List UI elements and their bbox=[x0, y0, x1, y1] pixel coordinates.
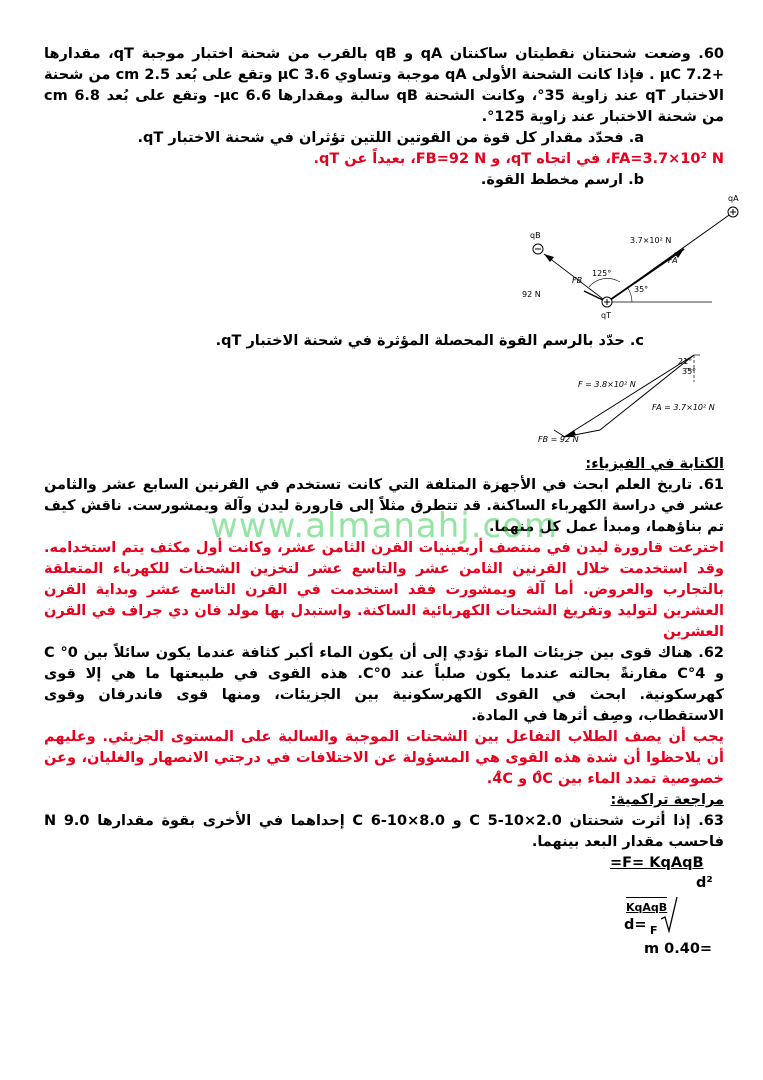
question-61-text: 61. تاريخ العلم ابحث في الأجهزة المتلفة التي كانت تستخدم في القرنين السابع عشر والثامن عشر في دراسة الكهرباء الساكنة. قد تتطرق مثلاً إلى قارورة ليدن وآلة ويمشورست. ناقش كيف تم بناؤهما، ومبدأ عمل كل منهما. bbox=[44, 477, 724, 535]
q60-answer-a: FA=3.7×10² N، في اتجاه qT، و FB=92 N، بعيداً عن qT. bbox=[313, 151, 724, 167]
q63-solution bbox=[44, 853, 724, 957]
question-63-text: 63. إذا أثرت شحنتان 2.0×10-5 C و 8.0×10-6 C إحداهما في الأخرى بقوة مقدارها 9.0 N فاحسب مقدار البعد بينهما. bbox=[44, 813, 724, 850]
angle-125-label: 125° bbox=[592, 269, 612, 278]
resultant-f-label: F = 3.8×10² N bbox=[578, 380, 636, 389]
part-c-text: حدّد بالرسم القوة المحصلة المؤثرة في شحنة الاختبار qT. bbox=[215, 333, 625, 349]
qB-charge-icon bbox=[533, 244, 543, 254]
square-root-icon bbox=[659, 895, 679, 935]
distance-numerator: KqAqB bbox=[626, 897, 667, 918]
document-page bbox=[44, 44, 739, 957]
qA-label: qA bbox=[728, 194, 739, 203]
answer-62-text: يجب أن يصف الطلاب التفاعل بين الشحنات الموجبة والسالبة على المستوى الجزيئي. وعليهم أن يلاحظوا أن شدة هذه القوى هي المسؤولة عن الاختلافات في درجتي الانصهار والغليان، وعن خصوصية تمدد الماء بين 0̊C و 4̊C. bbox=[44, 729, 724, 787]
part-b-label: b. bbox=[628, 172, 644, 188]
coulomb-equation-text: =F= KqAqB bbox=[610, 855, 704, 871]
writing-section-heading: الكتابة في الفيزياء: bbox=[585, 456, 724, 472]
qA-charge-icon bbox=[728, 207, 738, 217]
q60-part-b bbox=[44, 170, 724, 191]
q60-line3: الاختبار qT عند زاوية 35°، وكانت الشحنة qB سالبة ومقدارها 6.6 μc- وتقع على بُعد 6.8 cm من bbox=[44, 88, 724, 125]
fa-value-label: 3.7×10² N bbox=[630, 236, 672, 245]
q60-part-c bbox=[44, 331, 724, 352]
q60-line2: μC . فإذا كانت الشحنة الأولى qA موجبة وتساوي 3.6 μC وتقع على بُعد 2.5 cm من شحنة bbox=[44, 67, 682, 83]
answer-61-text: اخترعت قارورة ليدن في منتصف أربعينيات القرن الثامن عشر، وكانت أول مكثف يتم استخدامه. وقد استخدمت خلال القرنين الثامن عشر والتاسع عشر لتخزين الشحنات للكهرباء المتعلقة بالتجارب والعروض. أما آلة ويمشورت فقد استخدمت في القرن التاسع عشر وبداية القرن العشرين لتوليد وتفريغ الشحنات الكهربائية الساكنة. واستبدل بها مولد فان دي جراف في القرن العشرين bbox=[44, 540, 724, 640]
fb-value-label: 92 N bbox=[522, 290, 541, 299]
force-diagram bbox=[44, 191, 739, 331]
fa-label: FA bbox=[668, 256, 678, 265]
qT-label: qT bbox=[601, 311, 611, 320]
part-b-text: ارسم مخطط القوة. bbox=[480, 172, 624, 188]
angle-35-label: 35° bbox=[634, 285, 649, 294]
angle-21-label: 21° bbox=[678, 357, 693, 366]
review-section-heading: مراجعة تراكمية: bbox=[610, 792, 724, 808]
q60-part-a bbox=[44, 128, 724, 149]
distance-force: F bbox=[650, 924, 658, 937]
q60-line4: شحنة الاختبار عند زاوية 125°. bbox=[481, 109, 697, 125]
part-a-label: a. bbox=[628, 130, 644, 146]
question-62-text: 62. هناك قوى بين جزيئات الماء تؤدي إلى أن يكون الماء أكبر كثافة عندما يكون سائلاً بين 0° C و 4°C مقارنةً بحالته عندما يكون صلباً عند 0°C. هذه القوى في طبيعتها ما هي إلا قوى كهرسكونية. ابحث في القوى الكهرسكونية بين الجزيئات، ومنها قوى فاندرفان وقوى الاستقطاب، وصِف أثرها في المادة. bbox=[44, 645, 724, 724]
q60-line1: 60. وضعت شحنتان نقطيتان ساكنتان qA و qB بالقرب من شحنة اختبار موجبة qT، مقدارها +7.2 bbox=[44, 46, 724, 83]
qB-label: qB bbox=[530, 231, 541, 240]
fa-label-2: FA = 3.7×10² N bbox=[652, 403, 715, 412]
fb-label: FB bbox=[572, 276, 583, 285]
distance-lhs: d= bbox=[624, 917, 647, 933]
distance-result: m 0.40= bbox=[644, 941, 713, 957]
watermark: www.almanahj.com bbox=[210, 506, 559, 546]
fb-label-2: FB = 92 N bbox=[538, 435, 579, 444]
qT-charge-icon bbox=[602, 297, 612, 307]
part-c-label: c. bbox=[629, 333, 644, 349]
coulomb-denominator: d² bbox=[696, 875, 713, 891]
angle-35-label-2: 35° bbox=[682, 367, 697, 376]
part-a-text: فحدّد مقدار كل قوة من القوتين اللتين تؤثران في شحنة الاختبار qT. bbox=[137, 130, 624, 146]
resultant-force-diagram bbox=[44, 352, 724, 454]
question-60-text bbox=[44, 44, 724, 128]
coulomb-equation bbox=[610, 853, 704, 873]
resultant-diagram-lines bbox=[554, 355, 700, 437]
